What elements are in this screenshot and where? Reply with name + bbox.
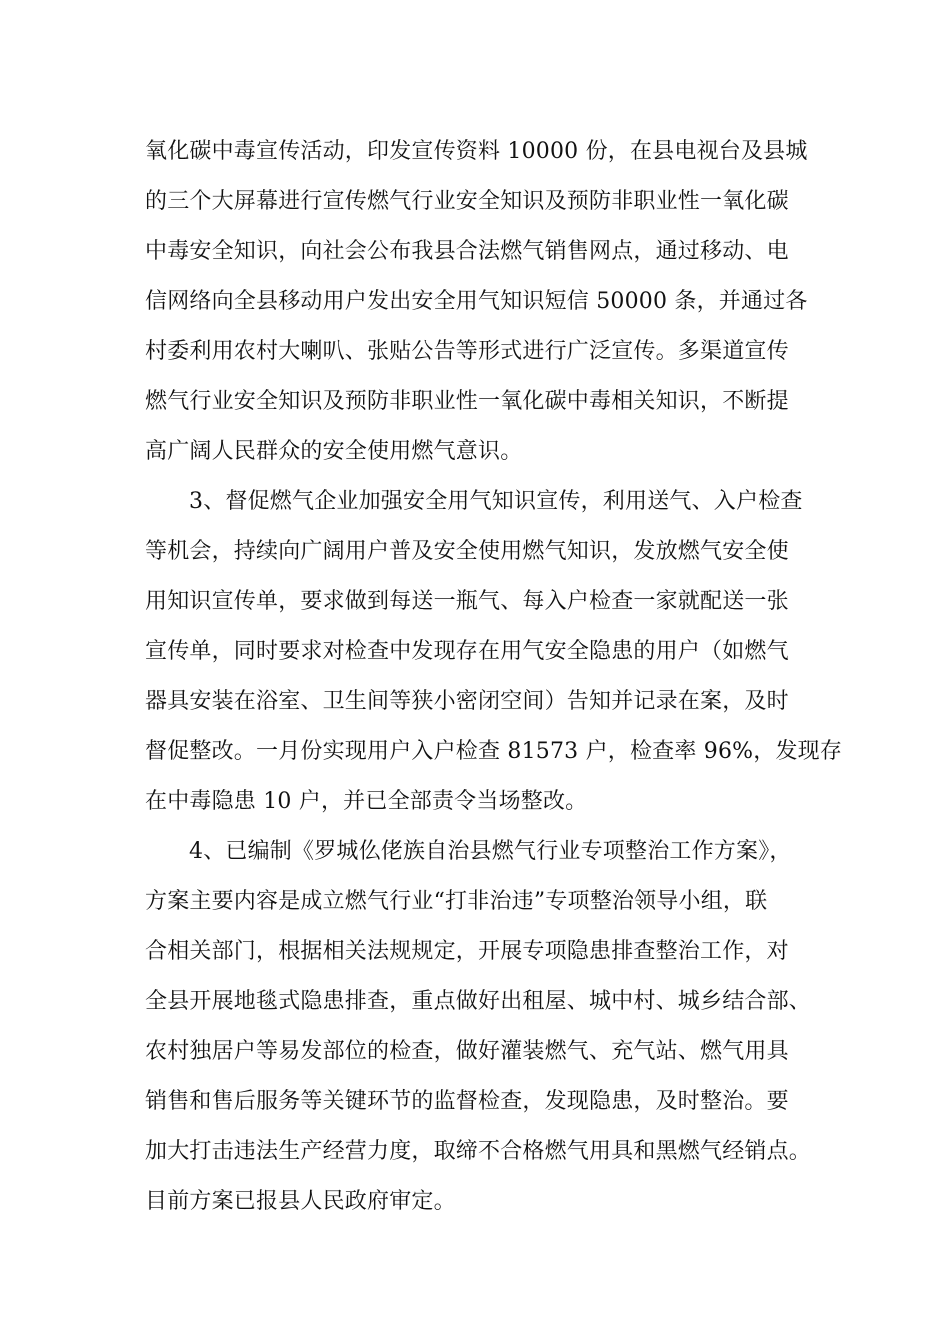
text-line: 加大打击违法生产经营力度，取缔不合格燃气用具和黑燃气经销点。 [145, 1139, 812, 1164]
text-line: 目前方案已报县人民政府审定。 [145, 1189, 456, 1214]
text-line: 宣传单，同时要求对检查中发现存在用气安全隐患的用户（如燃气 [145, 639, 789, 664]
text-line: 方案主要内容是成立燃气行业“打非治违”专项整治领导小组，联 [145, 889, 768, 914]
text-line: 等机会，持续向广阔用户普及安全使用燃气知识，发放燃气安全使 [145, 539, 789, 564]
text-line: 督促整改。一月份实现用户入户检查 81573 户，检查率 96%，发现存 [145, 739, 843, 764]
text-line: 农村独居户等易发部位的检查，做好灌装燃气、充气站、燃气用具 [145, 1039, 789, 1064]
text-line: 全县开展地毯式隐患排查，重点做好出租屋、城中村、城乡结合部、 [145, 989, 812, 1014]
text-line: 燃气行业安全知识及预防非职业性一氧化碳中毒相关知识，不断提 [145, 389, 789, 414]
paragraph-4-start: 4、已编制《罗城仫佬族自治县燃气行业专项整治工作方案》， [189, 839, 792, 864]
text-line: 器具安装在浴室、卫生间等狭小密闭空间）告知并记录在案，及时 [145, 689, 789, 714]
text-line: 的三个大屏幕进行宣传燃气行业安全知识及预防非职业性一氧化碳 [145, 189, 789, 214]
text-line: 村委利用农村大喇叭、张贴公告等形式进行广泛宣传。多渠道宣传 [145, 339, 789, 364]
text-line: 在中毒隐患 10 户，并已全部责令当场整改。 [145, 789, 588, 814]
text-line: 氧化碳中毒宣传活动，印发宣传资料 10000 份，在县电视台及县城 [145, 139, 808, 164]
text-line: 中毒安全知识，向社会公布我县合法燃气销售网点，通过移动、电 [145, 239, 789, 264]
text-line: 信网络向全县移动用户发出安全用气知识短信 50000 条，并通过各 [145, 289, 808, 314]
paragraph-3-start: 3、督促燃气企业加强安全用气知识宣传，利用送气、入户检查 [189, 489, 803, 514]
text-line: 销售和售后服务等关键环节的监督检查，发现隐患，及时整治。要 [145, 1089, 789, 1114]
text-line: 高广阔人民群众的安全使用燃气意识。 [145, 439, 523, 464]
text-line: 合相关部门，根据相关法规规定，开展专项隐患排查整治工作，对 [145, 939, 789, 964]
text-line: 用知识宣传单，要求做到每送一瓶气、每入户检查一家就配送一张 [145, 589, 789, 614]
